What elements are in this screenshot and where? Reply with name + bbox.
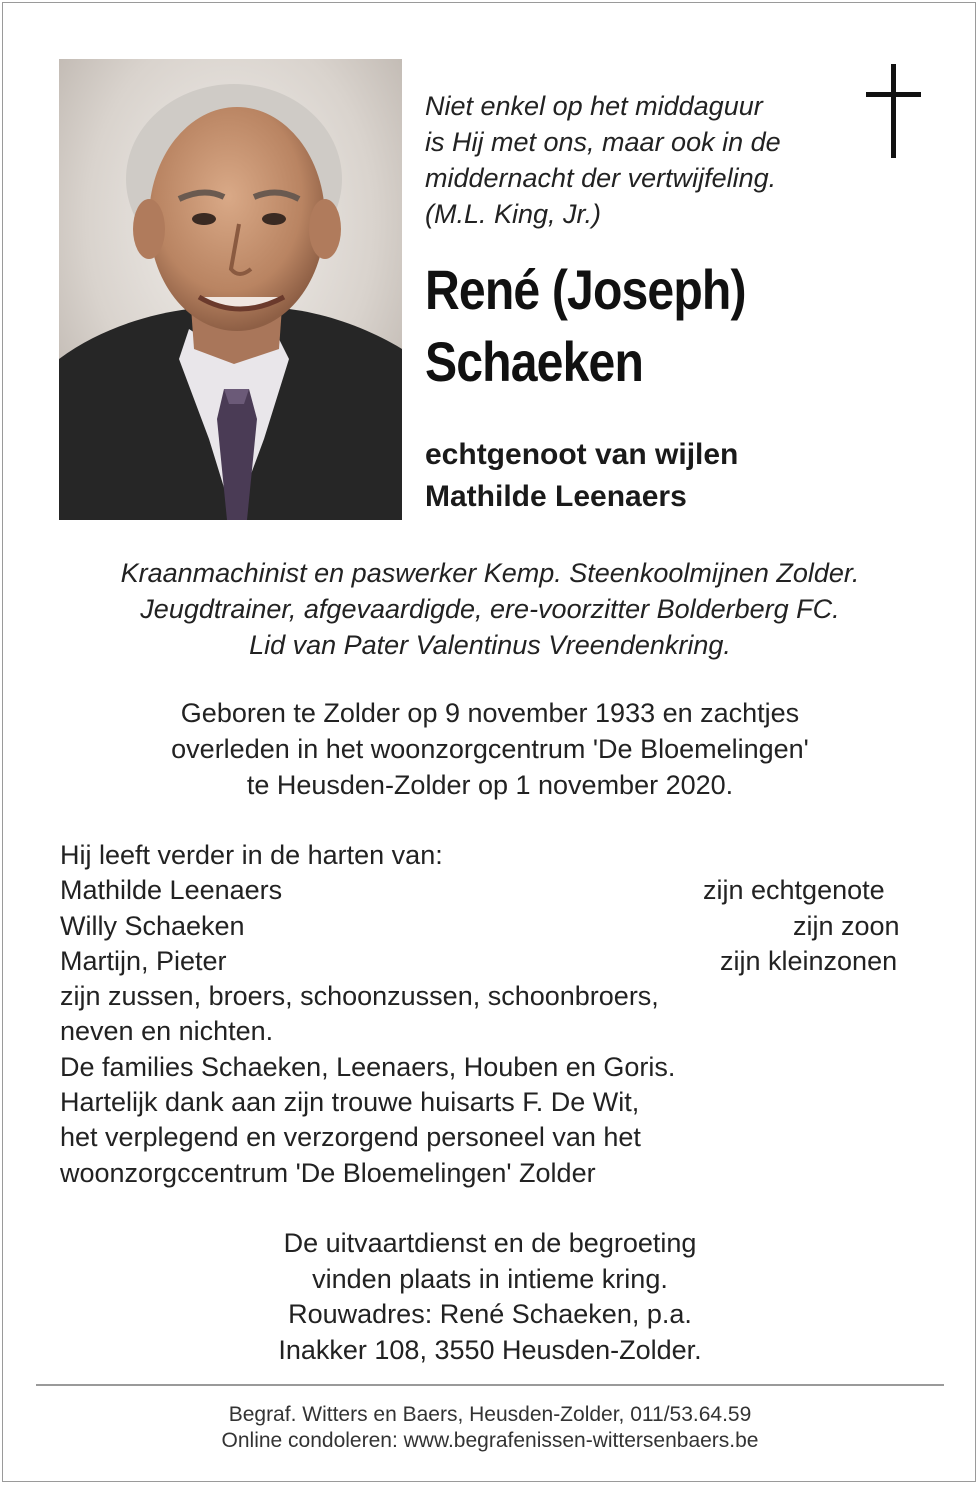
service-info — [0, 1226, 980, 1368]
roles — [0, 555, 980, 663]
survivors-line: neven en nichten. — [60, 1016, 274, 1047]
footer-divider — [36, 1384, 944, 1386]
relative-row — [60, 873, 920, 908]
service-line: vinden plaats in intieme kring. — [312, 1263, 668, 1294]
portrait-photo — [59, 59, 402, 520]
service-line: De uitvaartdienst en de begroeting — [283, 1228, 697, 1258]
name-line: Schaeken — [425, 330, 644, 393]
quote-attribution: (M.L. King, Jr.) — [425, 199, 602, 229]
service-line: Rouwadres: René Schaeken, p.a. — [288, 1299, 692, 1329]
relative-relation: zijn echtgenote — [703, 875, 885, 906]
survivors-intro: Hij leeft verder in de harten van: — [60, 840, 443, 870]
spouse-line: echtgenoot van wijlen — [425, 438, 739, 471]
relative-name: Willy Schaeken — [60, 910, 245, 941]
survivors-line: het verplegend en verzorgend personeel van het — [60, 1122, 641, 1153]
survivors — [60, 838, 920, 1191]
condolences-link[interactable]: Online condoleren: www.begrafenissen-wittersenbaers.be — [221, 1429, 759, 1452]
survivors-line: woonzorgccentrum 'De Bloemelingen' Zolder — [60, 1157, 596, 1188]
quote-line: Niet enkel op het middaguur — [425, 91, 763, 121]
survivors-line: zijn zussen, broers, schoonzussen, schoonbroers, — [60, 981, 659, 1012]
birth-death-info — [0, 695, 980, 803]
role-line: Jeugdtrainer, afgevaardigde, ere-voorzitter Bolderberg FC. — [140, 594, 840, 624]
funeral-home-info: Begraf. Witters en Baers, Heusden-Zolder, 011/53.64.59 — [228, 1403, 752, 1426]
survivors-line: De families Schaeken, Leenaers, Houben en Goris. — [60, 1051, 676, 1082]
birth-death-line: overleden in het woonzorgcentrum 'De Bloemelingen' — [171, 734, 809, 764]
spouse-info — [425, 434, 738, 518]
footer — [0, 1402, 980, 1454]
cross-icon — [866, 64, 922, 160]
quote-line: middernacht der vertwijfeling. — [425, 163, 777, 193]
relative-relation: zijn zoon — [793, 910, 900, 941]
relative-name: Mathilde Leenaers — [60, 875, 283, 906]
quote-line: is Hij met ons, maar ook in de — [425, 127, 781, 157]
spouse-line: Mathilde Leenaers — [425, 480, 687, 513]
birth-death-line: Geboren te Zolder op 9 november 1933 en zachtjes — [180, 698, 800, 728]
relative-row — [60, 909, 920, 944]
birth-death-line: te Heusden-Zolder op 1 november 2020. — [246, 770, 734, 800]
service-line: Inakker 108, 3550 Heusden-Zolder. — [278, 1334, 702, 1365]
relative-row — [60, 944, 920, 979]
quote — [425, 88, 865, 232]
name-line: René (Joseph) — [425, 258, 746, 321]
role-line: Lid van Pater Valentinus Vreendenkring. — [249, 630, 731, 660]
survivors-line: Hartelijk dank aan zijn trouwe huisarts F. De Wit, — [60, 1087, 640, 1118]
deceased-name — [425, 254, 746, 398]
relative-relation: zijn kleinzonen — [720, 945, 898, 976]
relative-name: Martijn, Pieter — [60, 945, 227, 976]
role-line: Kraanmachinist en paswerker Kemp. Steenkoolmijnen Zolder. — [120, 558, 860, 588]
